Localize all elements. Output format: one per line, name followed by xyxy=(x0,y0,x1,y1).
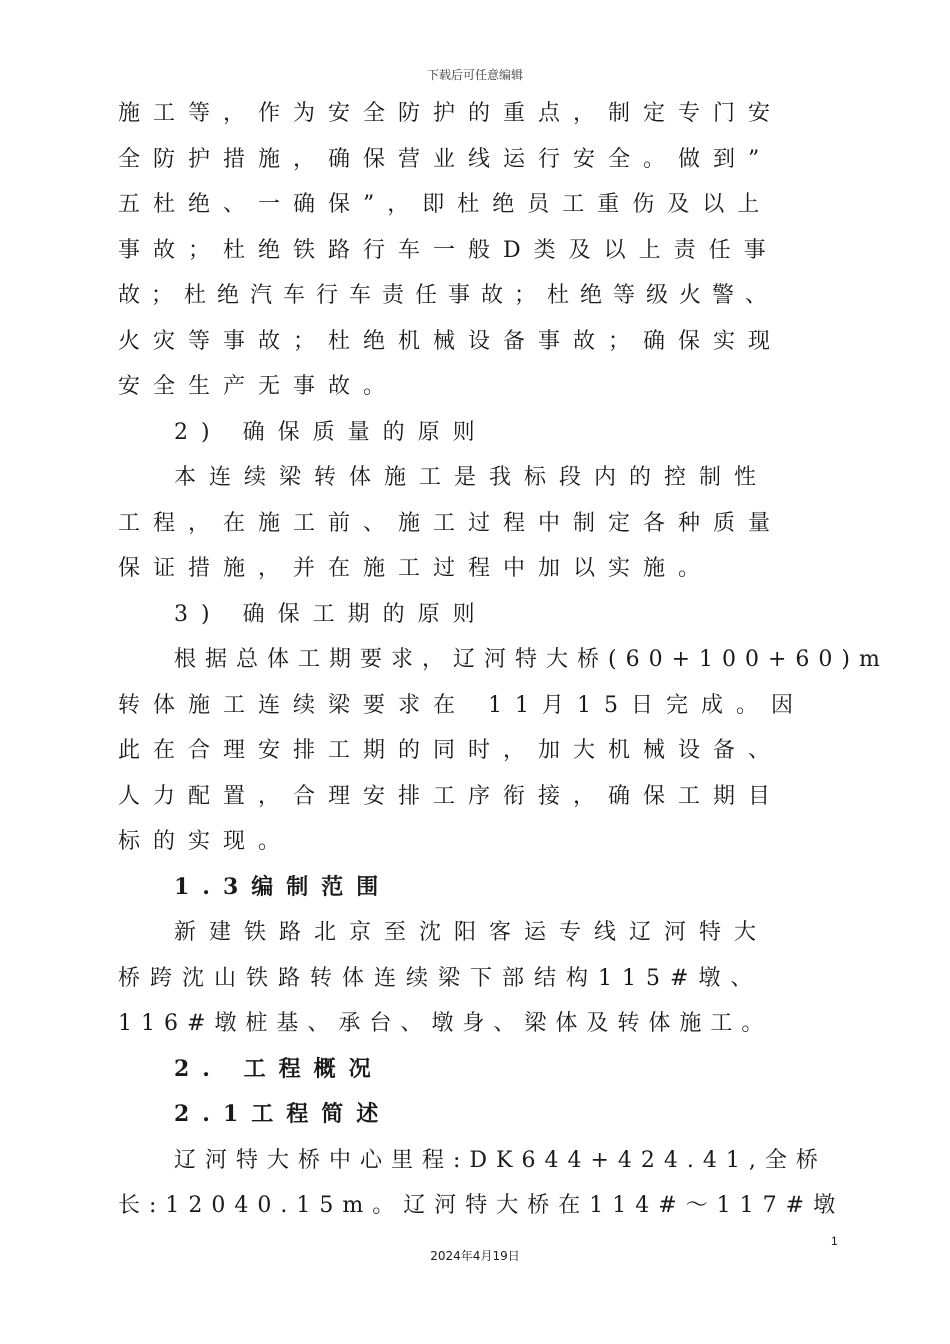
subheading-schedule: 3) 确保工期的原则 xyxy=(174,601,488,627)
body-line: 116#墩桩基、承台、墩身、梁体及转体施工。 xyxy=(118,1011,773,1036)
body-line: 人力配置，合理安排工序衔接，确保工期目 xyxy=(118,783,784,809)
body-line: 根据总体工期要求，辽河特大桥(60+100+60)m xyxy=(174,647,889,672)
section-heading-summary: 2.1工程简述 xyxy=(174,1101,392,1127)
body-line: 转体施工连续梁要求在 11月15日完成。因 xyxy=(118,692,806,718)
page-header: 下载后可任意编辑 xyxy=(426,68,523,82)
section-heading-scope: 1.3编制范围 xyxy=(174,873,392,900)
body-line: 桥跨沈山铁路转体连续梁下部结构115#墩、 xyxy=(118,965,763,991)
body-line: 辽河特大桥中心里程:DK644+424.41,全桥 xyxy=(174,1147,827,1173)
body-line: 长:12040.15m。辽河特大桥在114#～117#墩 xyxy=(118,1193,845,1218)
footer-date: 2024年4月19日 xyxy=(430,1249,520,1263)
body-line: 五杜绝、一确保”，即杜绝员工重伤及以上 xyxy=(118,192,773,217)
body-line: 安全生产无事故。 xyxy=(118,374,399,399)
body-line: 火灾等事故；杜绝机械设备事故；确保实现 xyxy=(118,328,784,354)
page-number: 1 xyxy=(831,1234,838,1248)
body-line: 故；杜绝汽车行车责任事故；杜绝等级火警、 xyxy=(118,283,779,308)
body-line: 此在合理安排工期的同时，加大机械设备、 xyxy=(118,738,784,763)
body-line: 事故；杜绝铁路行车一般D类及以上责任事 xyxy=(118,237,779,263)
body-line: 工程，在施工前、施工过程中制定各种质量 xyxy=(118,510,784,536)
body-line: 本连续梁转体施工是我标段内的控制性 xyxy=(174,465,770,490)
subheading-quality: 2) 确保质量的原则 xyxy=(174,419,488,445)
body-line: 全防护措施，确保营业线运行安全。做到” xyxy=(118,146,773,172)
body-line: 标的实现。 xyxy=(118,829,294,854)
body-line: 保证措施，并在施工过程中加以实施。 xyxy=(118,556,714,581)
document-body xyxy=(118,91,889,1229)
section-heading-overview: 2. 工程概况 xyxy=(174,1055,384,1082)
body-line: 新建铁路北京至沈阳客运专线辽河特大 xyxy=(174,920,770,945)
body-line: 施工等，作为安全防护的重点，制定专门安 xyxy=(118,101,784,126)
